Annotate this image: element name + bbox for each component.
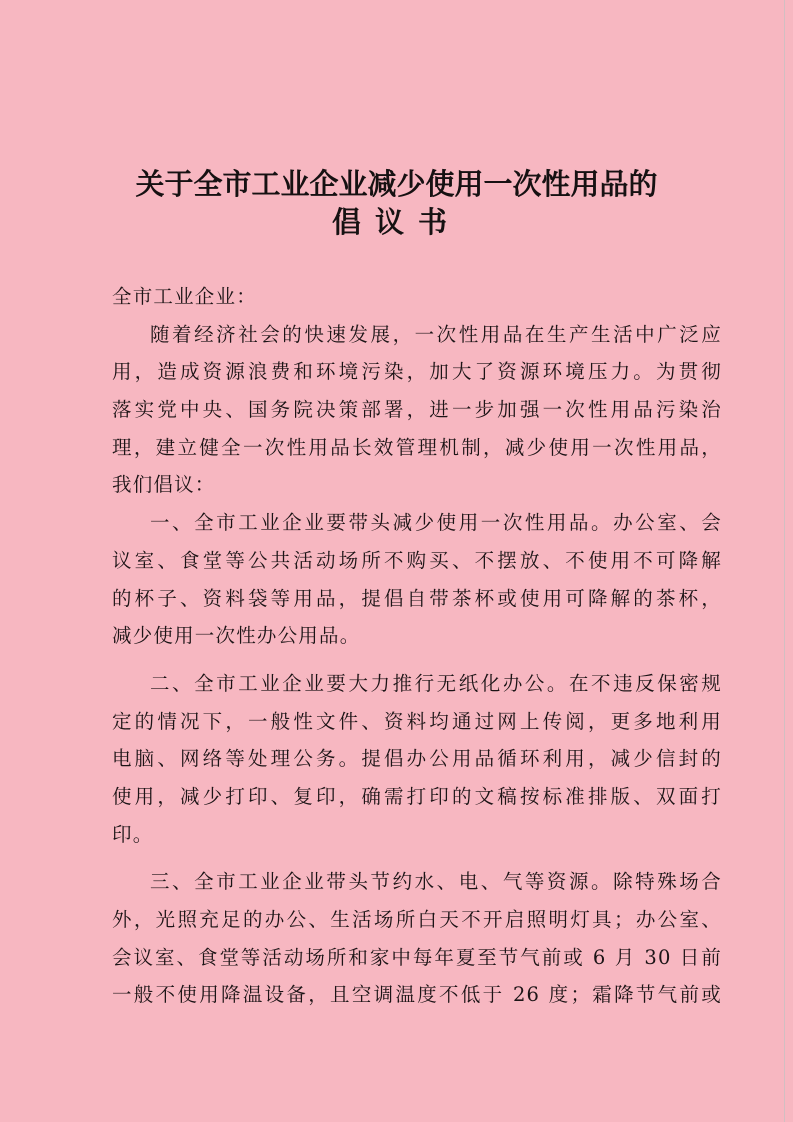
document-title-line-1: 关于全市工业企业减少使用一次性用品的	[135, 167, 658, 201]
paragraph-gap	[112, 853, 722, 863]
paragraph-line: 外，光照充足的办公、生活场所白天不开启照明灯具；办公室、	[112, 908, 722, 931]
paragraph-line: 电脑、网络等处理公务。提倡办公用品循环利用，减少信封的	[112, 747, 722, 771]
paragraph-line: 落实党中央、国务院决策部署，进一步加强一次性用品污染治	[112, 398, 722, 422]
paragraph-line: 议室、食堂等公共活动场所不购买、不摆放、不使用不可降解	[112, 548, 722, 572]
paragraph-line: 减少使用一次性办公用品。	[112, 624, 361, 648]
paragraph-line: 三、全市工业企业带头节约水、电、气等资源。除特殊场合	[150, 870, 722, 894]
salutation: 全市工业企业：	[112, 285, 257, 308]
paragraph-line: 会议室、食堂等活动场所和家中每年夏至节气前或 6 月 30 日前	[112, 945, 722, 969]
paragraph-line: 一般不使用降温设备，且空调温度不低于 26 度；霜降节气前或	[112, 983, 722, 1007]
paragraph-line: 印。	[112, 822, 154, 846]
paragraph-line: 定的情况下，一般性文件、资料均通过网上传阅，更多地利用	[112, 709, 722, 733]
paragraph-line: 二、全市工业企业要大力推行无纸化办公。在不违反保密规	[150, 671, 722, 695]
paragraph-item-1	[112, 504, 722, 655]
paragraph-line: 用，造成资源浪费和环境污染，加大了资源环境压力。为贯彻	[112, 360, 722, 384]
paragraph-gap	[112, 655, 722, 665]
paragraph-line: 一、全市工业企业要带头减少使用一次性用品。办公室、会	[150, 511, 722, 535]
paragraph-intro	[112, 316, 722, 504]
paragraph-line: 的杯子、资料袋等用品，提倡自带茶杯或使用可降解的茶杯，	[112, 586, 722, 610]
paragraph-line: 随着经济社会的快速发展，一次性用品在生产生活中广泛应	[150, 322, 722, 346]
paragraph-line: 我们倡议：	[112, 473, 216, 497]
paragraph-line: 理，建立健全一次性用品长效管理机制，减少使用一次性用品，	[112, 435, 722, 459]
paragraph-item-2	[112, 665, 722, 853]
paragraph-line: 使用，减少打印、复印，确需打印的文稿按标准排版、双面打	[112, 784, 722, 808]
paragraph-item-3	[112, 863, 722, 1014]
document-title-line-2: 倡议书	[331, 205, 461, 239]
document-body	[112, 278, 722, 1014]
